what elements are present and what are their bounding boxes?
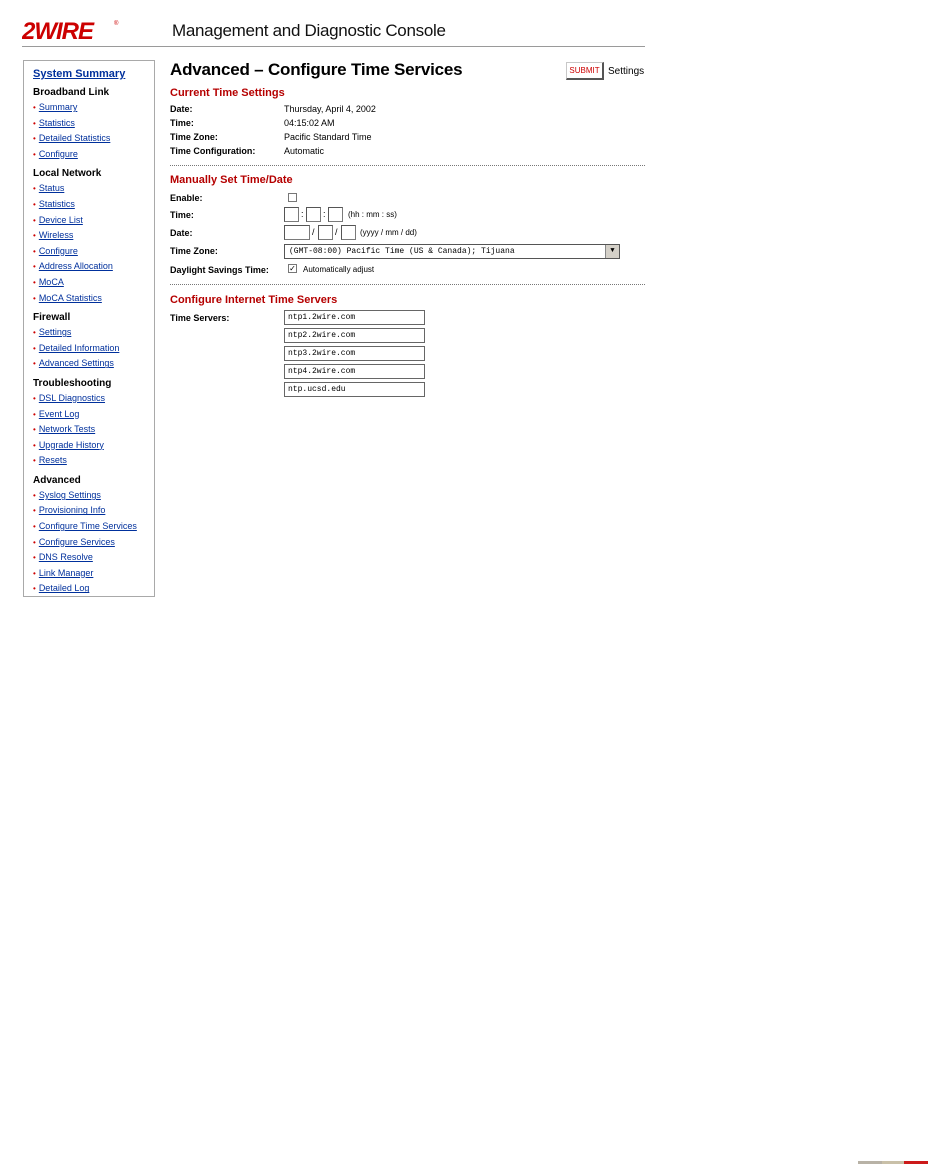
current-time-label: Time: [170, 118, 194, 128]
dst-checkbox[interactable]: ✓ [289, 264, 296, 273]
sidebar-item [33, 438, 154, 454]
bullet-icon: • [33, 537, 36, 547]
bullet-icon: • [33, 568, 36, 578]
current-date-label: Date: [170, 104, 193, 114]
sidebar-sections [33, 87, 154, 597]
sidebar-item [33, 213, 154, 229]
sidebar-item [33, 181, 154, 197]
bullet-icon: • [33, 440, 36, 450]
bullet-icon: • [33, 293, 36, 303]
sidebar-link[interactable]: Address Allocation [38, 261, 113, 272]
bullet-icon: • [33, 393, 36, 403]
manual-zone-label: Time Zone: [170, 246, 218, 256]
manual-time-title: Manually Set Time/Date [170, 174, 293, 186]
current-time-value: 04:15:02 AM [284, 118, 335, 128]
sidebar-link[interactable]: Configure [38, 245, 78, 256]
sidebar-section-title: Advanced [33, 474, 81, 486]
time-format-hint: (hh : mm : ss) [348, 210, 397, 219]
sidebar-nav [23, 60, 155, 597]
current-date-value: Thursday, April 4, 2002 [284, 104, 376, 114]
bullet-icon: • [33, 277, 36, 287]
time-zone-select[interactable] [284, 244, 620, 259]
manual-date-label: Date: [170, 228, 193, 238]
sidebar-link[interactable]: Detailed Statistics [38, 133, 111, 144]
sidebar-item [33, 550, 154, 566]
header-divider [22, 46, 645, 47]
sidebar-link[interactable]: Statistics [38, 198, 75, 209]
bullet-icon: • [33, 584, 36, 594]
sidebar-item [33, 535, 154, 551]
sidebar-section-list [33, 181, 154, 306]
bullet-icon: • [33, 553, 36, 563]
sidebar-link[interactable]: Summary [38, 102, 78, 112]
month-input[interactable] [318, 225, 333, 240]
sidebar-item [33, 407, 154, 423]
sidebar-link[interactable]: Settings [38, 327, 72, 338]
sidebar-link[interactable]: Detailed Log [38, 583, 90, 594]
sidebar-item [33, 356, 154, 372]
sidebar-item [33, 453, 154, 469]
bullet-icon: • [33, 262, 36, 272]
sidebar-link[interactable]: Statistics [38, 117, 75, 128]
bullet-icon: • [33, 343, 36, 353]
bullet-icon: • [33, 409, 36, 419]
sidebar-section-title: Firewall [33, 312, 71, 324]
time-servers-title: Configure Internet Time Servers [170, 294, 338, 306]
time-configuration-value: Automatic [284, 146, 325, 156]
bullet-icon: • [33, 456, 36, 466]
time-server-input[interactable]: ntp3.2wire.com [284, 346, 425, 361]
sidebar-link[interactable]: Detailed Information [38, 342, 120, 353]
sidebar-link[interactable]: Configure [38, 148, 78, 159]
time-separator: : [301, 209, 304, 219]
time-server-input[interactable]: ntp2.2wire.com [284, 328, 425, 343]
dst-option-label: Automatically adjust [303, 265, 375, 274]
time-zone-selected-value: (GMT-08:00) Pacific Time (US & Canada); Tijuana [289, 247, 515, 256]
minutes-input[interactable] [306, 207, 321, 222]
date-format-hint: (yyyy / mm / dd) [360, 228, 417, 237]
sidebar-item [33, 325, 154, 341]
bullet-icon: • [33, 328, 36, 338]
bullet-icon: • [33, 522, 36, 532]
submit-button[interactable]: SUBMIT [566, 62, 604, 80]
sidebar-link[interactable]: DSL Diagnostics [38, 392, 106, 403]
sidebar-section-title: Local Network [33, 168, 102, 180]
chevron-down-icon[interactable]: ▼ [605, 245, 619, 258]
year-input[interactable] [284, 225, 310, 240]
bullet-icon: • [33, 134, 36, 144]
sidebar-section-title: Troubleshooting [33, 377, 112, 389]
2wire-logo [22, 18, 120, 42]
date-separator: / [312, 227, 315, 237]
current-time-settings-title: Current Time Settings [170, 87, 285, 99]
time-configuration-label: Time Configuration: [170, 146, 256, 156]
section-divider [170, 165, 645, 166]
bullet-icon: • [33, 425, 36, 435]
sidebar-item [33, 244, 154, 260]
section-divider [170, 284, 645, 285]
sidebar-link[interactable]: Configure Services [38, 536, 115, 547]
sidebar-item [33, 100, 154, 116]
day-input[interactable] [341, 225, 356, 240]
sidebar-item [33, 566, 154, 582]
enable-checkbox[interactable] [288, 193, 297, 202]
bullet-icon: • [33, 118, 36, 128]
time-server-input[interactable]: ntp4.2wire.com [284, 364, 425, 379]
bullet-icon: • [33, 199, 36, 209]
sidebar-link[interactable]: Advanced Settings [38, 358, 114, 369]
page-title: Advanced – Configure Time Services [170, 60, 463, 79]
sidebar-section-title: Broadband Link [33, 87, 110, 98]
time-servers-label: Time Servers: [170, 313, 230, 323]
bullet-icon: • [33, 506, 36, 516]
sidebar-item [33, 341, 154, 357]
sidebar-link[interactable]: Network Tests [38, 424, 96, 435]
sidebar-item [33, 391, 154, 407]
sidebar-section-list [33, 488, 154, 597]
bullet-icon: • [33, 359, 36, 369]
sidebar-item [33, 488, 154, 504]
svg-text:2WIRE: 2WIRE [22, 18, 94, 42]
sidebar-link[interactable]: Resets [38, 455, 67, 466]
bullet-icon: • [33, 215, 36, 225]
sidebar-link[interactable]: Link Manager [38, 567, 94, 578]
bullet-icon: • [33, 184, 36, 194]
sidebar-item [33, 147, 154, 163]
sidebar-item [33, 291, 154, 307]
sidebar-section-list [33, 100, 154, 162]
sidebar-item [33, 131, 154, 147]
dst-label: Daylight Savings Time: [170, 265, 269, 275]
sidebar-link[interactable]: Syslog Settings [38, 489, 101, 500]
bullet-icon: • [33, 490, 36, 500]
sidebar-section-list [33, 391, 154, 469]
bullet-icon: • [33, 149, 36, 159]
sidebar-link[interactable]: MoCA Statistics [38, 292, 102, 303]
current-zone-value: Pacific Standard Time [284, 132, 372, 142]
time-separator: : [323, 209, 326, 219]
sidebar-link[interactable]: Device List [38, 214, 83, 225]
sidebar-item [33, 116, 154, 132]
hours-input[interactable] [284, 207, 299, 222]
sidebar-item [33, 503, 154, 519]
sidebar-item [33, 228, 154, 244]
sidebar-item [33, 519, 154, 535]
bullet-icon: • [33, 246, 36, 256]
svg-text:®: ® [114, 21, 119, 27]
sidebar-item [33, 275, 154, 291]
sidebar-item [33, 259, 154, 275]
current-zone-label: Time Zone: [170, 132, 218, 142]
sidebar-item [33, 422, 154, 438]
sidebar-system-summary-link[interactable]: System Summary [33, 68, 126, 80]
settings-label: Settings [608, 66, 645, 77]
sidebar-item [33, 581, 154, 597]
date-separator: / [335, 227, 338, 237]
time-server-input[interactable]: ntp.ucsd.edu [284, 382, 425, 397]
sidebar-section-list [33, 325, 154, 372]
sidebar-link[interactable]: Event Log [38, 408, 80, 419]
bullet-icon: • [33, 103, 36, 112]
sidebar-item [33, 197, 154, 213]
time-server-input[interactable]: ntp1.2wire.com [284, 310, 425, 325]
seconds-input[interactable] [328, 207, 343, 222]
bullet-icon: • [33, 231, 36, 241]
sidebar-link[interactable]: MoCA [38, 276, 64, 287]
enable-label: Enable: [170, 193, 203, 203]
sidebar-link[interactable]: Configure Time Services [38, 521, 137, 532]
sidebar-link[interactable]: Status [38, 183, 65, 194]
manual-time-label: Time: [170, 210, 194, 220]
sidebar-link[interactable]: Provisioning Info [38, 505, 106, 516]
sidebar-link[interactable]: DNS Resolve [38, 552, 93, 563]
sidebar-link[interactable]: Wireless [38, 230, 74, 241]
console-title: Management and Diagnostic Console [172, 21, 446, 40]
sidebar-link[interactable]: Upgrade History [38, 439, 104, 450]
